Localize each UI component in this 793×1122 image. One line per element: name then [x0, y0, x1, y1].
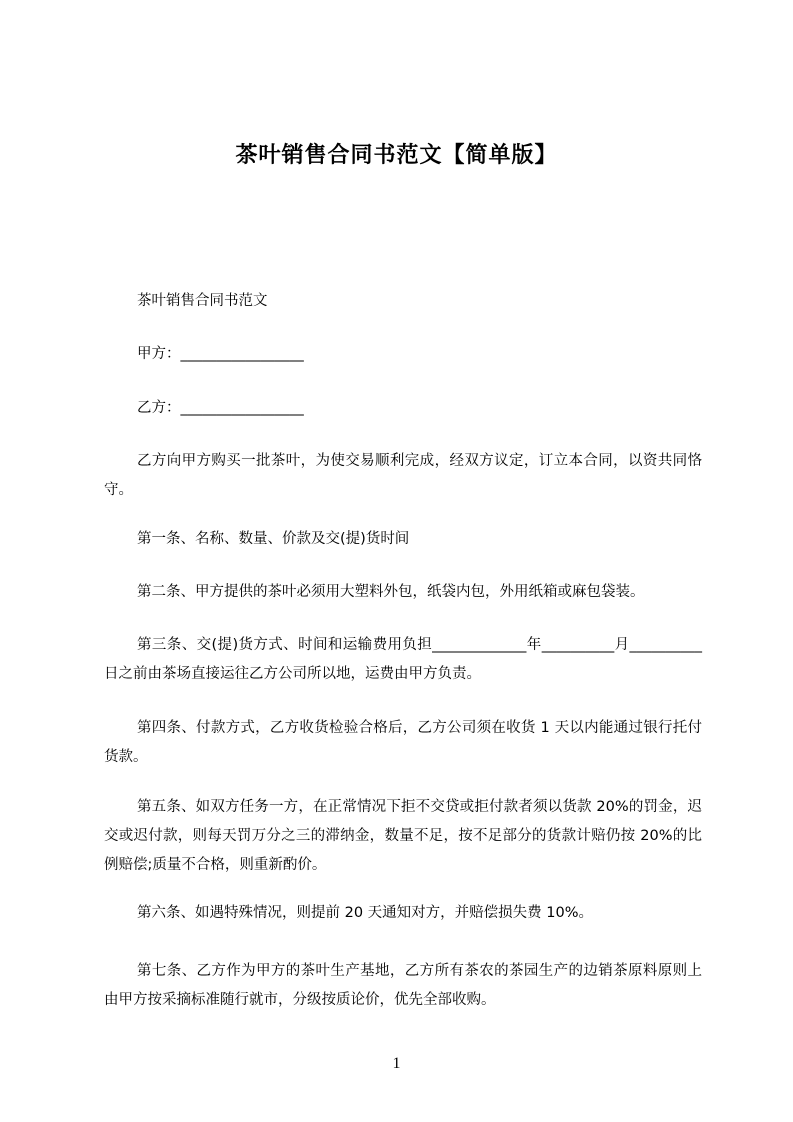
document-subtitle: 茶叶销售合同书范文 — [137, 293, 268, 309]
preamble-paragraph: 乙方向甲方购买一批茶叶，为使交易顺利完成，经双方议定，订立本合同，以资共同恪守。 — [104, 453, 702, 498]
party-b-line: 乙方：_________________ — [137, 400, 304, 416]
article-3: 第三条、交(提)货方式、时间和运输费用负担_____________年__________月__________日之前由茶场直接运往乙方公司所以地，运费由甲方负责。 — [104, 637, 702, 682]
article-5: 第五条、如双方任务一方，在正常情况下拒不交贷或拒付款者须以货款 20%的罚金，迟交或迟付款，则每天罚万分之三的滞纳金，数量不足，按不足部分的货款计赔仍按 20%的比例赔偿;质量不合格，则重新酌价。 — [104, 799, 702, 873]
article-2: 第二条、甲方提供的茶叶必须用大塑料外包，纸袋内包，外用纸箱或麻包袋装。 — [137, 584, 645, 600]
party-a-line: 甲方：_________________ — [137, 346, 304, 362]
article-1: 第一条、名称、数量、价款及交(提)货时间 — [137, 531, 410, 547]
article-7: 第七条、乙方作为甲方的茶叶生产基地，乙方所有茶农的茶园生产的边销茶原料原则上由甲方按采摘标准随行就市，分级按质论价，优先全部收购。 — [104, 963, 702, 1008]
document-title: 茶叶销售合同书范文【简单版】 — [235, 143, 558, 168]
article-6: 第六条、如遇特殊情况，则提前 20 天通知对方，并赔偿损失费 10%。 — [137, 905, 594, 921]
article-4: 第四条、付款方式，乙方收货检验合格后，乙方公司须在收货 1 天以内能通过银行托付货款。 — [104, 720, 702, 765]
page-number: 1 — [392, 1055, 401, 1072]
